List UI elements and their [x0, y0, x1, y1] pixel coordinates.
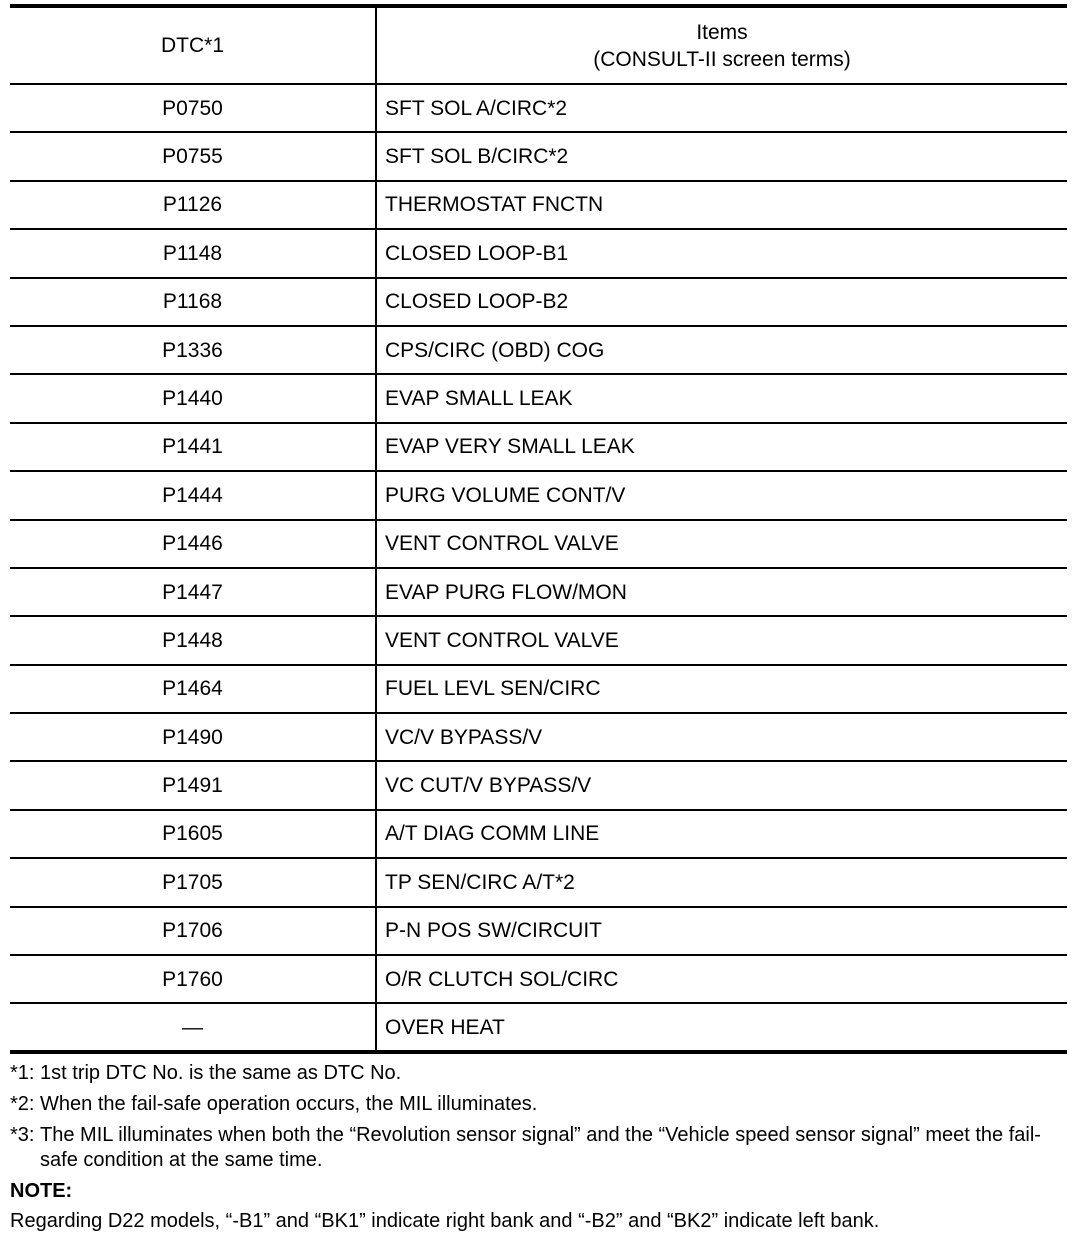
dtc-code-cell: P0755: [10, 132, 376, 180]
table-row: [10, 616, 1067, 664]
footnote-mark: *2:: [10, 1093, 41, 1115]
dtc-table: [10, 4, 1067, 1054]
item-term-cell: CLOSED LOOP-B2: [376, 278, 1067, 326]
item-term-cell: VENT CONTROL VALVE: [376, 520, 1067, 568]
item-term-cell: PURG VOLUME CONT/V: [376, 471, 1067, 519]
dtc-code-cell: —: [10, 1003, 376, 1051]
footnote: [10, 1092, 1070, 1117]
footnotes: [10, 1061, 1070, 1234]
item-term-cell: VC CUT/V BYPASS/V: [376, 761, 1067, 809]
footnote: [10, 1123, 1070, 1173]
item-term-cell: EVAP PURG FLOW/MON: [376, 568, 1067, 616]
dtc-code-cell: P1706: [10, 907, 376, 955]
dtc-code-cell: P1448: [10, 616, 376, 664]
item-term-cell: TP SEN/CIRC A/T*2: [376, 858, 1067, 906]
dtc-code-cell: P0750: [10, 84, 376, 132]
table-row: [10, 471, 1067, 519]
item-term-cell: A/T DIAG COMM LINE: [376, 810, 1067, 858]
table-row: [10, 568, 1067, 616]
table-row: [10, 810, 1067, 858]
table-row: [10, 858, 1067, 906]
item-term-cell: O/R CLUTCH SOL/CIRC: [376, 955, 1067, 1003]
item-term-cell: SFT SOL A/CIRC*2: [376, 84, 1067, 132]
item-term-cell: SFT SOL B/CIRC*2: [376, 132, 1067, 180]
table-row: [10, 907, 1067, 955]
dtc-code-cell: P1490: [10, 713, 376, 761]
table-row: [10, 84, 1067, 132]
items-header-subtitle: (CONSULT-II screen terms): [593, 47, 851, 71]
items-header-title: Items: [696, 20, 748, 44]
table-row: [10, 326, 1067, 374]
dtc-code-cell: P1126: [10, 181, 376, 229]
table-row: [10, 713, 1067, 761]
table-row: [10, 374, 1067, 422]
table-row: [10, 955, 1067, 1003]
item-term-cell: VC/V BYPASS/V: [376, 713, 1067, 761]
table-row: [10, 229, 1067, 277]
table-row: [10, 520, 1067, 568]
dtc-code-cell: P1444: [10, 471, 376, 519]
item-term-cell: THERMOSTAT FNCTN: [376, 181, 1067, 229]
footnote-list: [10, 1061, 1070, 1173]
table-row: [10, 181, 1067, 229]
table-body: [10, 84, 1067, 1052]
item-term-cell: FUEL LEVL SEN/CIRC: [376, 665, 1067, 713]
dtc-code-cell: P1441: [10, 423, 376, 471]
dtc-code-cell: P1605: [10, 810, 376, 858]
dtc-code-cell: P1446: [10, 520, 376, 568]
dtc-code-cell: P1440: [10, 374, 376, 422]
footnote-text: The MIL illuminates when both the “Revolution sensor signal” and the “Vehicle speed sensor signal” meet the fail-safe condition at the same time.: [40, 1124, 1041, 1171]
note-text: Regarding D22 models, “-B1” and “BK1” indicate right bank and “-B2” and “BK2” indicate left bank.: [10, 1210, 880, 1232]
table-row: [10, 665, 1067, 713]
dtc-code-cell: P1491: [10, 761, 376, 809]
table-row: [10, 132, 1067, 180]
dtc-code-cell: P1148: [10, 229, 376, 277]
dtc-code-cell: P1464: [10, 665, 376, 713]
footnote: [10, 1061, 1070, 1086]
footnote-mark: *1:: [10, 1062, 41, 1084]
footnote-mark: *3:: [10, 1124, 41, 1146]
item-term-cell: P-N POS SW/CIRCUIT: [376, 907, 1067, 955]
item-term-cell: EVAP SMALL LEAK: [376, 374, 1067, 422]
item-term-cell: EVAP VERY SMALL LEAK: [376, 423, 1067, 471]
table-row: [10, 761, 1067, 809]
item-term-cell: VENT CONTROL VALVE: [376, 616, 1067, 664]
table-header: [10, 6, 1067, 84]
table-row: [10, 423, 1067, 471]
dtc-column-header: DTC*1: [10, 6, 376, 84]
dtc-code-cell: P1705: [10, 858, 376, 906]
table-row: [10, 1003, 1067, 1051]
dtc-code-cell: P1447: [10, 568, 376, 616]
note-title: NOTE:: [10, 1180, 73, 1202]
item-term-cell: CPS/CIRC (OBD) COG: [376, 326, 1067, 374]
item-term-cell: OVER HEAT: [376, 1003, 1067, 1051]
dtc-code-cell: P1168: [10, 278, 376, 326]
item-term-cell: CLOSED LOOP-B1: [376, 229, 1067, 277]
footnote-text: 1st trip DTC No. is the same as DTC No.: [40, 1062, 402, 1084]
dtc-code-cell: P1760: [10, 955, 376, 1003]
items-column-header: [376, 6, 1067, 84]
footnote-text: When the fail-safe operation occurs, the MIL illuminates.: [40, 1093, 538, 1115]
dtc-code-cell: P1336: [10, 326, 376, 374]
table-row: [10, 278, 1067, 326]
